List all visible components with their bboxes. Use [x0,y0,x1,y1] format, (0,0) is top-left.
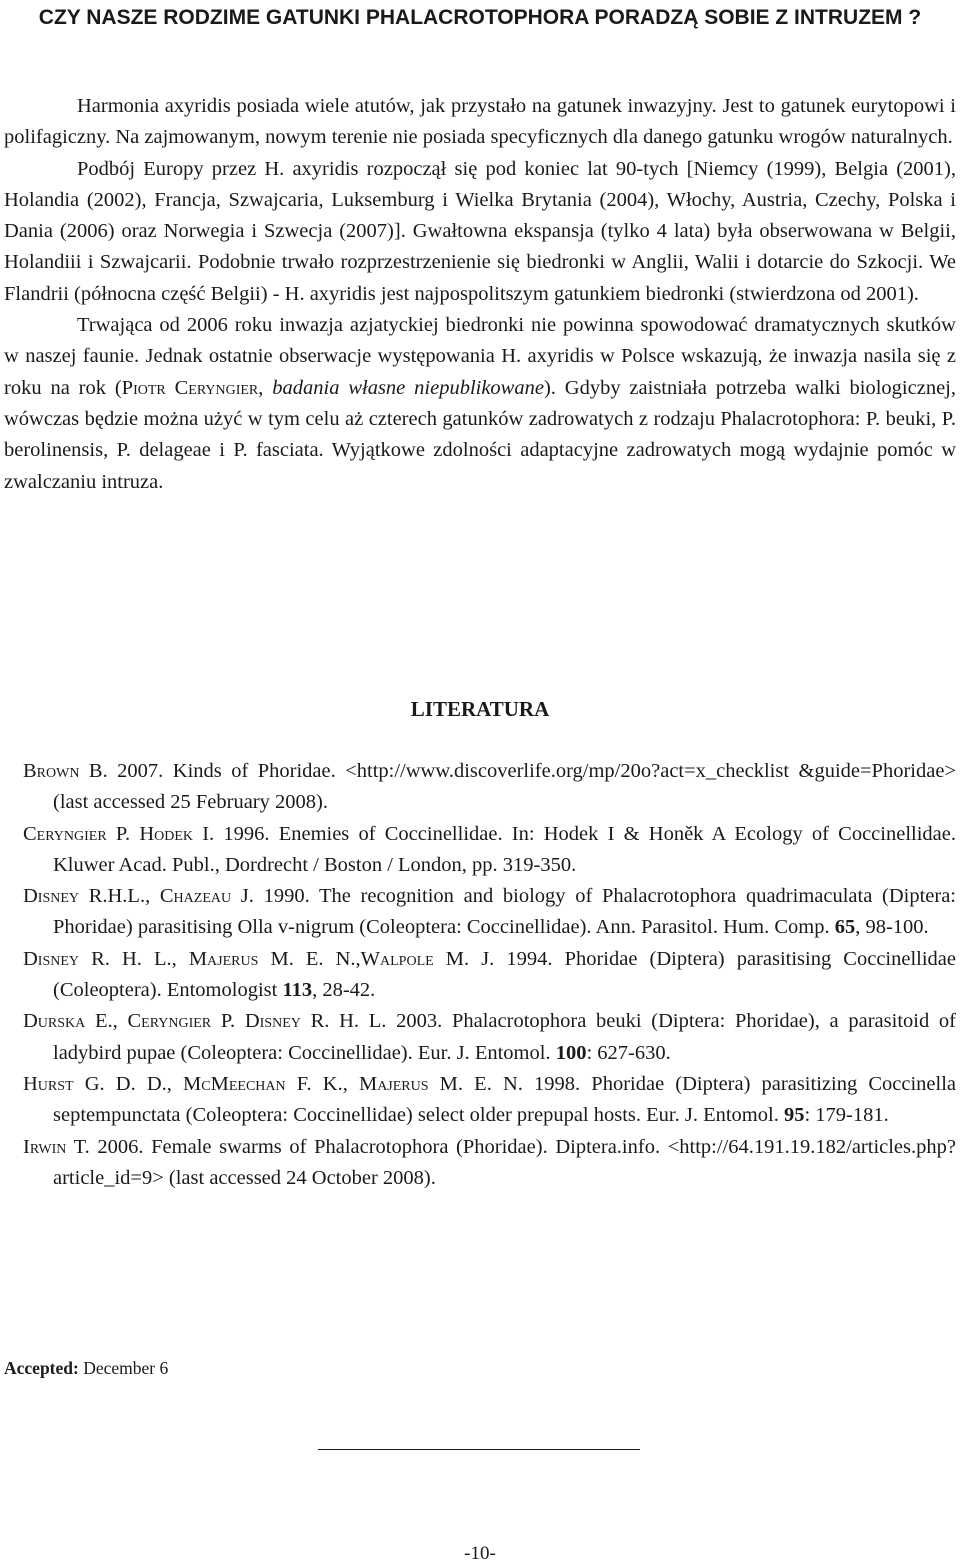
paragraph-3 [4,310,956,498]
reference-volume: 113 [282,979,313,1002]
reference-pages: : 627-630. [586,1041,671,1064]
reference-authors: Durska E., Ceryngier P. Disney R. H. L. [23,1010,387,1033]
reference-text: 1994. Phoridae (Diptera) parasitising Coccinellidae (Coleoptera). Entomologist [53,947,956,1002]
reference-authors: Disney R.H.L., Chazeau J. [23,885,254,908]
reference-text: 2003. Phalacrotophora beuki (Diptera: Phoridae), a parasitoid of ladybird pupae (Coleoptera: Coccinellidae). Eur. J. Entomol. [53,1010,957,1064]
italic-note: badania własne niepublikowane [272,376,544,399]
reference-authors: Brown B. [23,760,108,782]
reference-pages: , 98-100. [855,916,929,939]
reference-item [23,944,956,1007]
reference-item [23,756,956,819]
reference-volume: 100 [555,1041,587,1064]
reference-text: 2006. Female swarms of Phalacrotophora (Phoridae). Diptera.info. <http://64.191.19.182/articles.php?article_id=9> (last accessed 24 October 2008). [53,1135,956,1189]
reference-list [23,756,956,1194]
reference-text: 2007. Kinds of Phoridae. <http://www.discoverlife.org/mp/20o?act=x_checklist &guide=Phoridae> (last accessed 25 February 2008). [53,760,956,814]
reference-pages: , 28-42. [312,979,376,1002]
reference-item [23,819,956,882]
footer-divider [318,1449,640,1450]
paragraph-2: Podbój Europy przez H. axyridis rozpoczął się pod koniec lat 90-tych [Niemcy (1999), Belgia (2001), Holandia (2002), Francja, Szwajcaria, Luksemburg i Wielka Brytania (2004), Włochy, Austria, Czechy, Polska i Dania (2006) oraz Norwegia i Szwecja (2007)]. Gwałtowna ekspansja (tylko 4 lata) była obserwowana w Belgii, Holandiii i Szwajcarii. Podobnie trwało rozprzestrzenienie się biedronki w Anglii, Walii i dotarcie do Szkocji. We Flandrii (północna część Belgii) - H. axyridis jest najpospolitszym gatunkiem biedronki (stwierdzona od 2001). [4,157,956,305]
reference-volume: 65 [834,916,856,939]
literature-heading: LITERATURA [410,697,550,721]
paragraph-3-text-c: ). Gdyby zaistniała potrzeba walki biologicznej, wówczas będzie można użyć w tym celu aż czterech gatunków zadrowatych z rodzaju Phalacrotophora: P. beuki, P. berolinensis, P. delageae i P. fasciata. Wyjątkowe zdolności adaptacyjne zadrowatych mogą wydajnie pomóc w zwalczaniu intruza. [4,376,956,493]
accepted-value: December 6 [78,1358,169,1378]
reference-authors: Irwin T. [23,1135,90,1158]
reference-authors: Ceryngier P. Hodek I. [23,822,215,845]
article-title: CZY NASZE RODZIME GATUNKI PHALACROTOPHORA PORADZĄ SOBIE Z INTRUZEM ? [38,6,922,29]
page-number: -10- [464,1543,496,1564]
reference-authors: Disney R. H. L., Majerus M. E. N.,Walpole M. J. [23,947,495,970]
accepted-label: Accepted: [4,1358,79,1378]
paragraph-1: Harmonia axyridis posiada wiele atutów, jak przystało na gatunek inwazyjny. Jest to gatunek eurytopowi i polifagiczny. Na zajmowanym, nowym terenie nie posiada specyficznych dla danego gatunku wrogów naturalnych. [4,95,956,149]
reference-item [23,1132,956,1195]
paragraph-3-text-a: Trwająca od 2006 roku inwazja azjatyckiej biedronki nie powinna spowodować dramatycznych skutków w naszej faunie. Jednak ostatnie obserwacje występowania H. axyridis w Polsce wskazują, że inwazja nasila się z roku na rok ( [4,314,956,399]
reference-authors: Hurst G. D. D., McMeechan F. K., Majerus M. E. N. [23,1072,523,1095]
reference-item [23,1006,956,1069]
reference-text: 1996. Enemies of Coccinellidae. In: Hodek I & Honěk A Ecology of Coccinellidae. Kluwer Acad. Publ., Dordrecht / Boston / London, pp. 319-350. [53,822,956,876]
article-body [4,91,956,498]
paragraph-3-text-b: , [258,376,273,399]
reference-volume: 95 [783,1104,805,1127]
reference-text: 1990. The recognition and biology of Phalacrotophora quadrimaculata (Diptera: Phoridae) parasitising Olla v-nigrum (Coleoptera: Coccinellidae). Ann. Parasitol. Hum. Comp. [53,885,956,939]
reference-item [23,1069,956,1132]
reference-pages: : 179-181. [804,1104,889,1127]
cited-author: Piotr Ceryngier [121,376,259,399]
reference-item [23,881,956,944]
reference-text: 1998. Phoridae (Diptera) parasitizing Coccinella septempunctata (Coleoptera: Coccinellidae) select older prepupal hosts. Eur. J. Entomol. [53,1072,956,1127]
accepted-date [4,1356,168,1380]
